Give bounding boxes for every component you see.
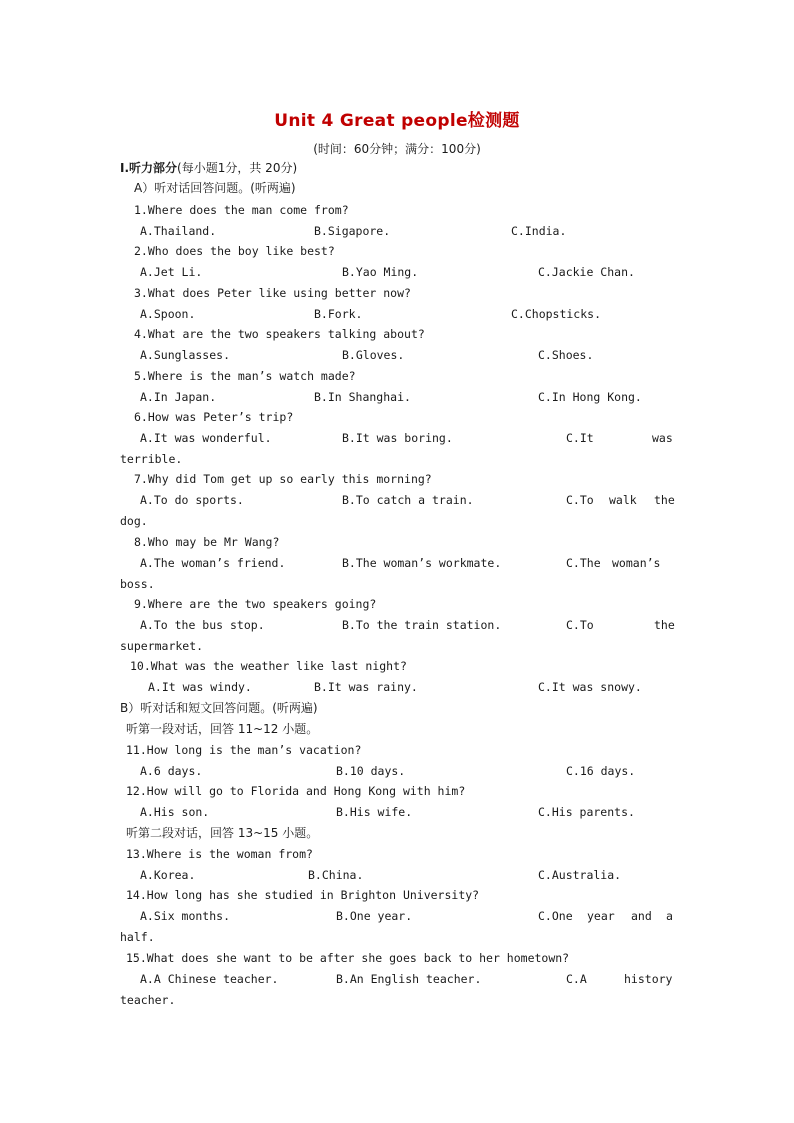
question-11-option-a: A.6 days. — [140, 764, 203, 778]
question-9-option-a: A.To the bus stop. — [140, 618, 265, 632]
question-15-option-c-continued: teacher. — [120, 993, 176, 1007]
question-12-option-b: B.His wife. — [336, 805, 413, 819]
question-3-option-b: B.Fork. — [314, 307, 363, 321]
question-12-option-c: C.His parents. — [538, 805, 635, 819]
question-6-option-c-continued: terrible. — [120, 452, 183, 466]
question-12-option-a: A.His son. — [140, 805, 210, 819]
question-8-option-b: B.The woman’s workmate. — [342, 556, 502, 570]
question-7-option-c-part: the — [654, 493, 675, 507]
question-9-option-c-part: the — [654, 618, 675, 632]
question-1-option-a: A.Thailand. — [140, 224, 217, 238]
question-5-text: 5.Where is the man’s watch made? — [134, 369, 356, 383]
exam-info: (时间：60分钟；满分：100分) — [313, 142, 481, 156]
question-5-option-a: A.In Japan. — [140, 390, 217, 404]
question-4-option-a: A.Sunglasses. — [140, 348, 231, 362]
question-1-option-c: C.India. — [511, 224, 567, 238]
question-11-option-c: C.16 days. — [566, 764, 636, 778]
question-7-option-a: A.To do sports. — [140, 493, 244, 507]
question-8-option-a: A.The woman’s friend. — [140, 556, 286, 570]
question-8-option-c-continued: boss. — [120, 577, 155, 591]
section-heading — [120, 161, 297, 175]
question-14-option-b: B.One year. — [336, 909, 413, 923]
question-4-option-c: C.Shoes. — [538, 348, 594, 362]
question-3-option-a: A.Spoon. — [140, 307, 196, 321]
question-12-text: 12.How will go to Florida and Hong Kong with him? — [126, 784, 466, 798]
question-2-option-b: B.Yao Ming. — [342, 265, 419, 279]
question-14-option-a: A.Six months. — [140, 909, 231, 923]
question-5-option-b: B.In Shanghai. — [314, 390, 411, 404]
question-7-text: 7.Why did Tom get up so early this morning? — [134, 472, 432, 486]
question-7-option-c-part: walk — [609, 493, 637, 507]
question-14-option-c-continued: half. — [120, 930, 155, 944]
question-15-option-b: B.An English teacher. — [336, 972, 482, 986]
question-4-option-b: B.Gloves. — [342, 348, 405, 362]
question-2-option-a: A.Jet Li. — [140, 265, 203, 279]
part-b-heading: B）听对话和短文回答问题。(听两遍) — [120, 701, 318, 715]
question-9-option-c-continued: supermarket. — [120, 639, 204, 653]
section-roman: Ⅰ. — [120, 161, 130, 175]
question-11-option-b: B.10 days. — [336, 764, 406, 778]
question-10-option-b: B.It was rainy. — [314, 680, 418, 694]
question-3-text: 3.What does Peter like using better now? — [134, 286, 411, 300]
question-2-option-c: C.Jackie Chan. — [538, 265, 635, 279]
page-title: Unit 4 Great people检测题 — [274, 111, 520, 131]
question-9-option-b: B.To the train station. — [342, 618, 502, 632]
question-10-text: 10.What was the weather like last night? — [130, 659, 407, 673]
question-14-option-c-part: C.One — [538, 909, 573, 923]
question-9-option-c-part: C.To — [566, 618, 594, 632]
question-1-option-b: B.Sigapore. — [314, 224, 391, 238]
question-6-option-b: B.It was boring. — [342, 431, 453, 445]
question-1-text: 1.Where does the man come from? — [134, 203, 349, 217]
question-7-option-b: B.To catch a train. — [342, 493, 474, 507]
question-13-option-c: C.Australia. — [538, 868, 622, 882]
question-13-option-a: A.Korea. — [140, 868, 196, 882]
question-3-option-c: C.Chopsticks. — [511, 307, 602, 321]
dialog-2-note: 听第二段对话，回答 13~15 小题。 — [126, 826, 319, 840]
question-4-text: 4.What are the two speakers talking about? — [134, 327, 425, 341]
question-14-option-c-part: a — [666, 909, 673, 923]
question-6-option-c-part: C.It — [566, 431, 594, 445]
question-8-option-c-part: woman’s — [612, 556, 661, 570]
question-15-option-c-part: C.A — [566, 972, 587, 986]
part-a-heading: A）听对话回答问题。(听两遍) — [134, 181, 296, 195]
question-5-option-c: C.In Hong Kong. — [538, 390, 642, 404]
question-13-option-b: B.China. — [308, 868, 364, 882]
question-8-text: 8.Who may be Mr Wang? — [134, 535, 280, 549]
question-14-option-c-part: year — [587, 909, 615, 923]
section-heading-rest: (每小题1分，共 20分) — [177, 161, 298, 175]
question-14-text: 14.How long has she studied in Brighton University? — [126, 888, 480, 902]
question-6-text: 6.How was Peter’s trip? — [134, 410, 294, 424]
question-10-option-a: A.It was windy. — [148, 680, 252, 694]
question-2-text: 2.Who does the boy like best? — [134, 244, 335, 258]
question-15-text: 15.What does she want to be after she goes back to her hometown? — [126, 951, 570, 965]
dialog-1-note: 听第一段对话，回答 11~12 小题。 — [126, 722, 319, 736]
question-7-option-c-continued: dog. — [120, 514, 148, 528]
question-9-text: 9.Where are the two speakers going? — [134, 597, 377, 611]
question-14-option-c-part: and — [631, 909, 652, 923]
question-13-text: 13.Where is the woman from? — [126, 847, 313, 861]
question-11-text: 11.How long is the man’s vacation? — [126, 743, 362, 757]
question-7-option-c-part: C.To — [566, 493, 594, 507]
question-6-option-c-part: was — [652, 431, 673, 445]
question-15-option-a: A.A Chinese teacher. — [140, 972, 279, 986]
question-10-option-c: C.It was snowy. — [538, 680, 642, 694]
question-6-option-a: A.It was wonderful. — [140, 431, 272, 445]
section-heading-bold: 听力部分 — [129, 161, 178, 175]
question-8-option-c-part: C.The — [566, 556, 601, 570]
question-15-option-c-part: history — [624, 972, 673, 986]
